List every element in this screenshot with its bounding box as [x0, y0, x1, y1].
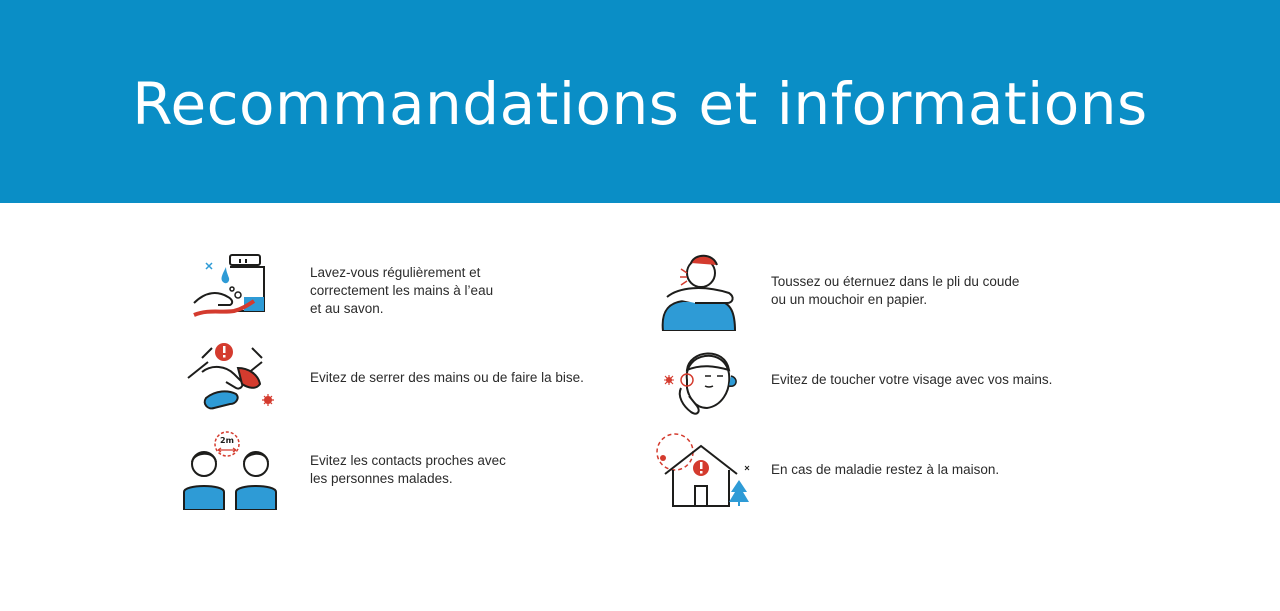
- recommendation-text: Evitez de serrer des mains ou de faire la bise.: [310, 370, 584, 385]
- handwashing-icon: [182, 251, 282, 331]
- recommendation-distance: [182, 430, 602, 510]
- recommendation-text: En cas de maladie restez à la maison.: [771, 462, 1000, 477]
- handshake-icon: [182, 338, 282, 418]
- distance-2m-icon: [182, 430, 282, 510]
- recommendation-stay-home: [655, 430, 1075, 510]
- recommendation-no-handshake: [182, 338, 602, 418]
- recommendation-handwashing: [182, 251, 602, 331]
- face-touch-icon: [655, 340, 755, 420]
- recommendation-text: Lavez-vous régulièrement et correctement les mains à l’eau et au savon.: [310, 265, 494, 316]
- cough-elbow-icon: [655, 251, 755, 331]
- recommendation-text: Evitez les contacts proches avec les personnes malades.: [310, 453, 506, 486]
- recommendation-cough-elbow: [655, 251, 1075, 331]
- recommendation-text: Evitez de toucher votre visage avec vos mains.: [771, 372, 1053, 387]
- recommendation-no-face-touch: [655, 340, 1075, 420]
- distance-label: 2m: [220, 436, 234, 445]
- stay-home-icon: [655, 430, 755, 510]
- recommendation-text: Toussez ou éternuez dans le pli du coude ou un mouchoir en papier.: [771, 274, 1020, 307]
- header-banner: [0, 0, 1280, 203]
- page-title: Recommandations et informations: [132, 70, 1148, 138]
